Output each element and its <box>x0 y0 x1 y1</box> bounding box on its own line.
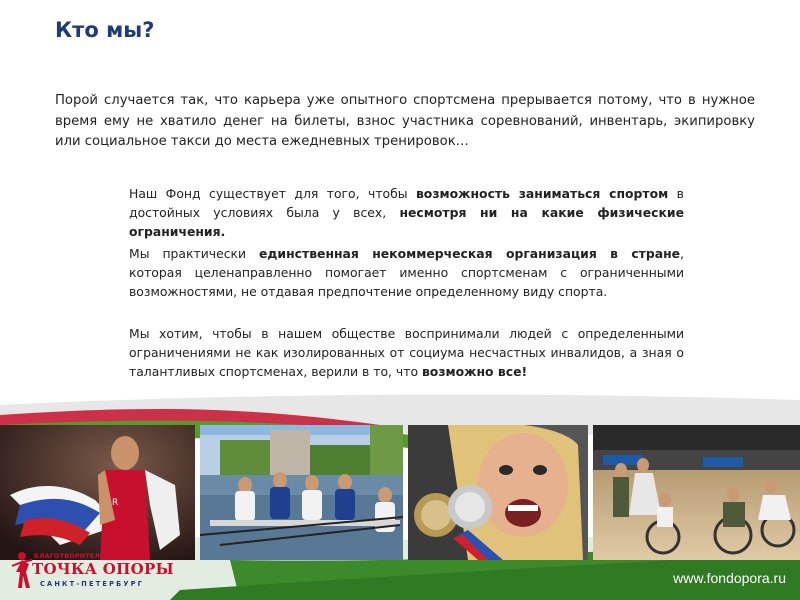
organization-paragraph <box>129 244 684 302</box>
mission-text-c: в достойных условиях была у всех, <box>129 186 684 221</box>
logo-figure-icon <box>10 550 34 590</box>
logo-name: ТОЧКА ОПОРЫ <box>32 560 174 578</box>
intro-paragraph: Порой случается так, что карьера уже опытного спортсмена прерывается потому, что в нужное время ему не хватило денег на билеты, взнос участника соревнований, инвентарь, экипировку или социальное такси до места ежедневных тренировок… <box>55 93 755 149</box>
vision-paragraph <box>129 324 684 382</box>
logo-city: САНКТ-ПЕТЕРБУРГ <box>40 580 145 588</box>
wheelchair-dance-photo <box>593 425 800 560</box>
organization-text-a: Мы практически <box>129 246 260 261</box>
mission-paragraph <box>129 184 684 242</box>
website-link[interactable]: www.fondopora.ru <box>673 570 786 586</box>
foundation-logo <box>10 550 174 598</box>
woman-with-medals-photo <box>408 425 588 560</box>
logo-tagline: БЛАГОТВОРИТЕЛЬНЫЙ ФОНД <box>34 552 149 560</box>
vision-text-a: Мы хотим, чтобы в нашем обществе воспринимали людей с определенными ограничениями не как изолированных от социума несчастных инвалидов, а зная о талантливых спортсменах, верили в то, что <box>129 326 684 380</box>
organization-text-b: единственная некоммерческая организация в стране <box>259 246 681 261</box>
mission-text-b: возможность заниматься спортом <box>415 186 669 201</box>
mission-text-a: Наш Фонд существует для того, чтобы <box>129 186 416 201</box>
svg-text:R: R <box>112 498 119 508</box>
organization-text-c: , которая целенаправленно помогает именно спортсменам с ограниченными возможностями, не отдавая предпочтение определенному виду спорта. <box>129 246 684 300</box>
rowing-team-photo <box>200 425 403 560</box>
vision-text-b: возможно все! <box>421 364 528 380</box>
mission-text-d: несмотря ни на какие физические ограничения. <box>129 205 684 240</box>
photo-strip <box>0 425 800 560</box>
page-title: Кто мы? <box>55 18 155 42</box>
athlete-with-flag-photo <box>0 425 195 560</box>
